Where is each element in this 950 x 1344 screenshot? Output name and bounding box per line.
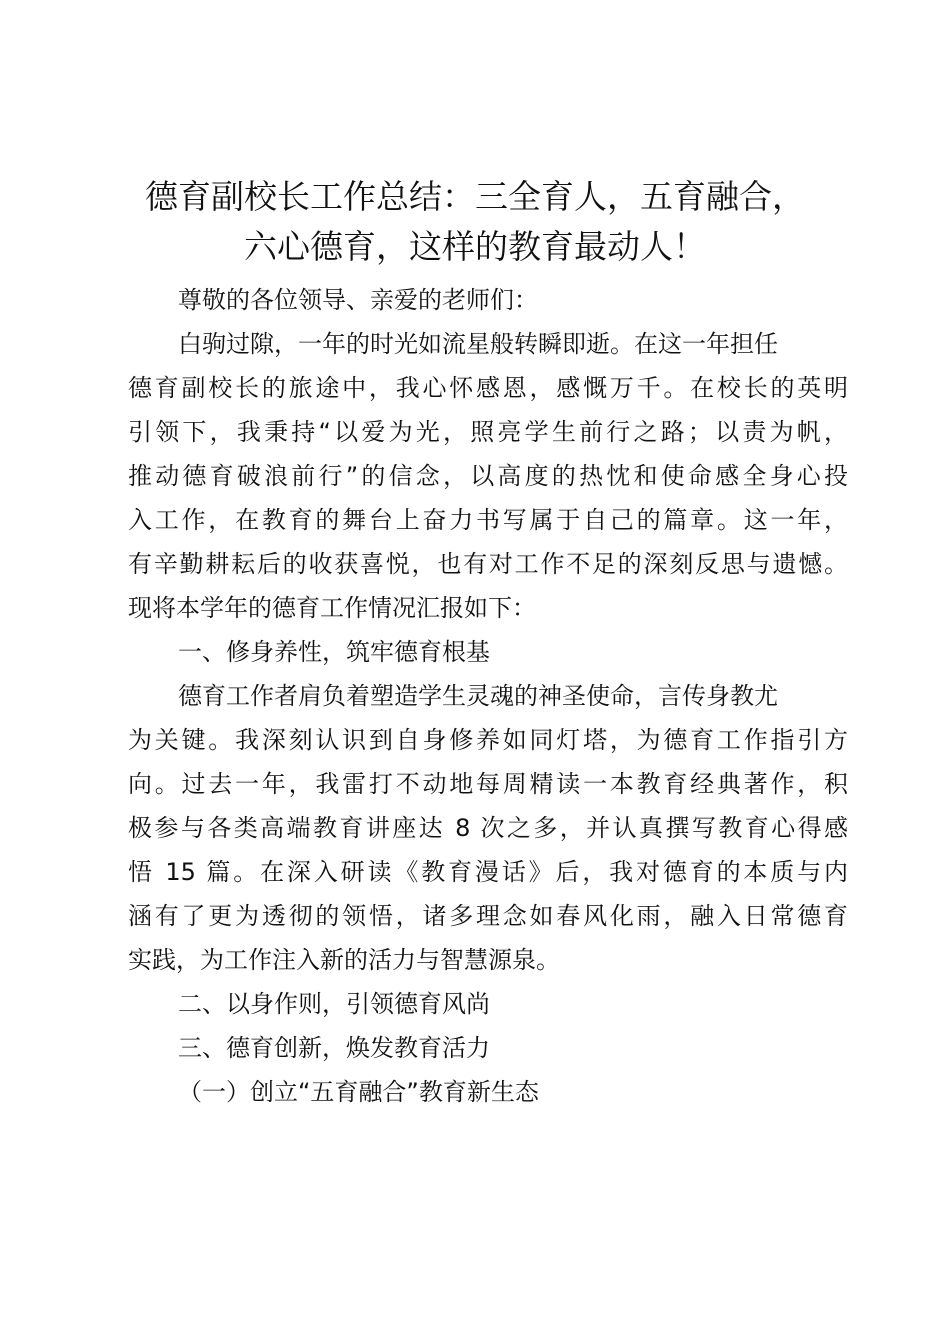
paragraph-line: 悟 15 篇。在深入研读《教育漫话》后，我对德育的本质与内 [128,858,848,886]
paragraph-line: 实践，为工作注入新的活力与智慧源泉。 [128,946,560,974]
paragraph-line: 向。过去一年，我雷打不动地每周精读一本教育经典著作，积 [128,770,848,798]
document-body [128,278,848,1114]
paragraph-line: 白驹过隙，一年的时光如流星般转瞬即逝。在这一年担任 [178,330,778,358]
paragraph-line: 为关键。我深刻认识到自身修养如同灯塔，为德育工作指引方 [128,726,848,754]
paragraph-line: 有辛勤耕耘后的收获喜悦，也有对工作不足的深刻反思与遗憾。 [128,550,848,578]
paragraph-line: 德育工作者肩负着塑造学生灵魂的神圣使命，言传身教尤 [178,682,778,710]
paragraph-intro [128,322,848,630]
section-heading-1: 一、修身养性，筑牢德育根基 [178,638,490,666]
section-heading-3: 三、德育创新，焕发教育活力 [178,1034,490,1062]
document-title-line-2: 六心德育，这样的教育最动人！ [244,227,706,266]
paragraph-line: 引领下，我秉持“以爱为光，照亮学生前行之路；以责为帆， [128,418,848,446]
section-heading-2: 二、以身作则，引领德育风尚 [178,990,490,1018]
salutation: 尊敬的各位领导、亲爱的老师们： [178,286,538,314]
paragraph-line: 推动德育破浪前行”的信念，以高度的热忱和使命感全身心投 [128,462,848,490]
paragraph-line: 德育副校长的旅途中，我心怀感恩，感慨万千。在校长的英明 [128,374,848,402]
paragraph-line: 极参与各类高端教育讲座达 8 次之多，并认真撰写教育心得感 [128,814,848,842]
subsection-heading-3-1: （一）创立“五育融合”教育新生态 [178,1078,539,1106]
document-title-line-1: 德育副校长工作总结：三全育人，五育融合， [145,177,805,216]
paragraph-line: 入工作，在教育的舞台上奋力书写属于自己的篇章。这一年， [128,506,848,534]
paragraph-line: 现将本学年的德育工作情况汇报如下： [128,594,536,622]
paragraph-self-cultivation [128,674,848,982]
paragraph-line: 涵有了更为透彻的领悟，诸多理念如春风化雨，融入日常德育 [128,902,848,930]
